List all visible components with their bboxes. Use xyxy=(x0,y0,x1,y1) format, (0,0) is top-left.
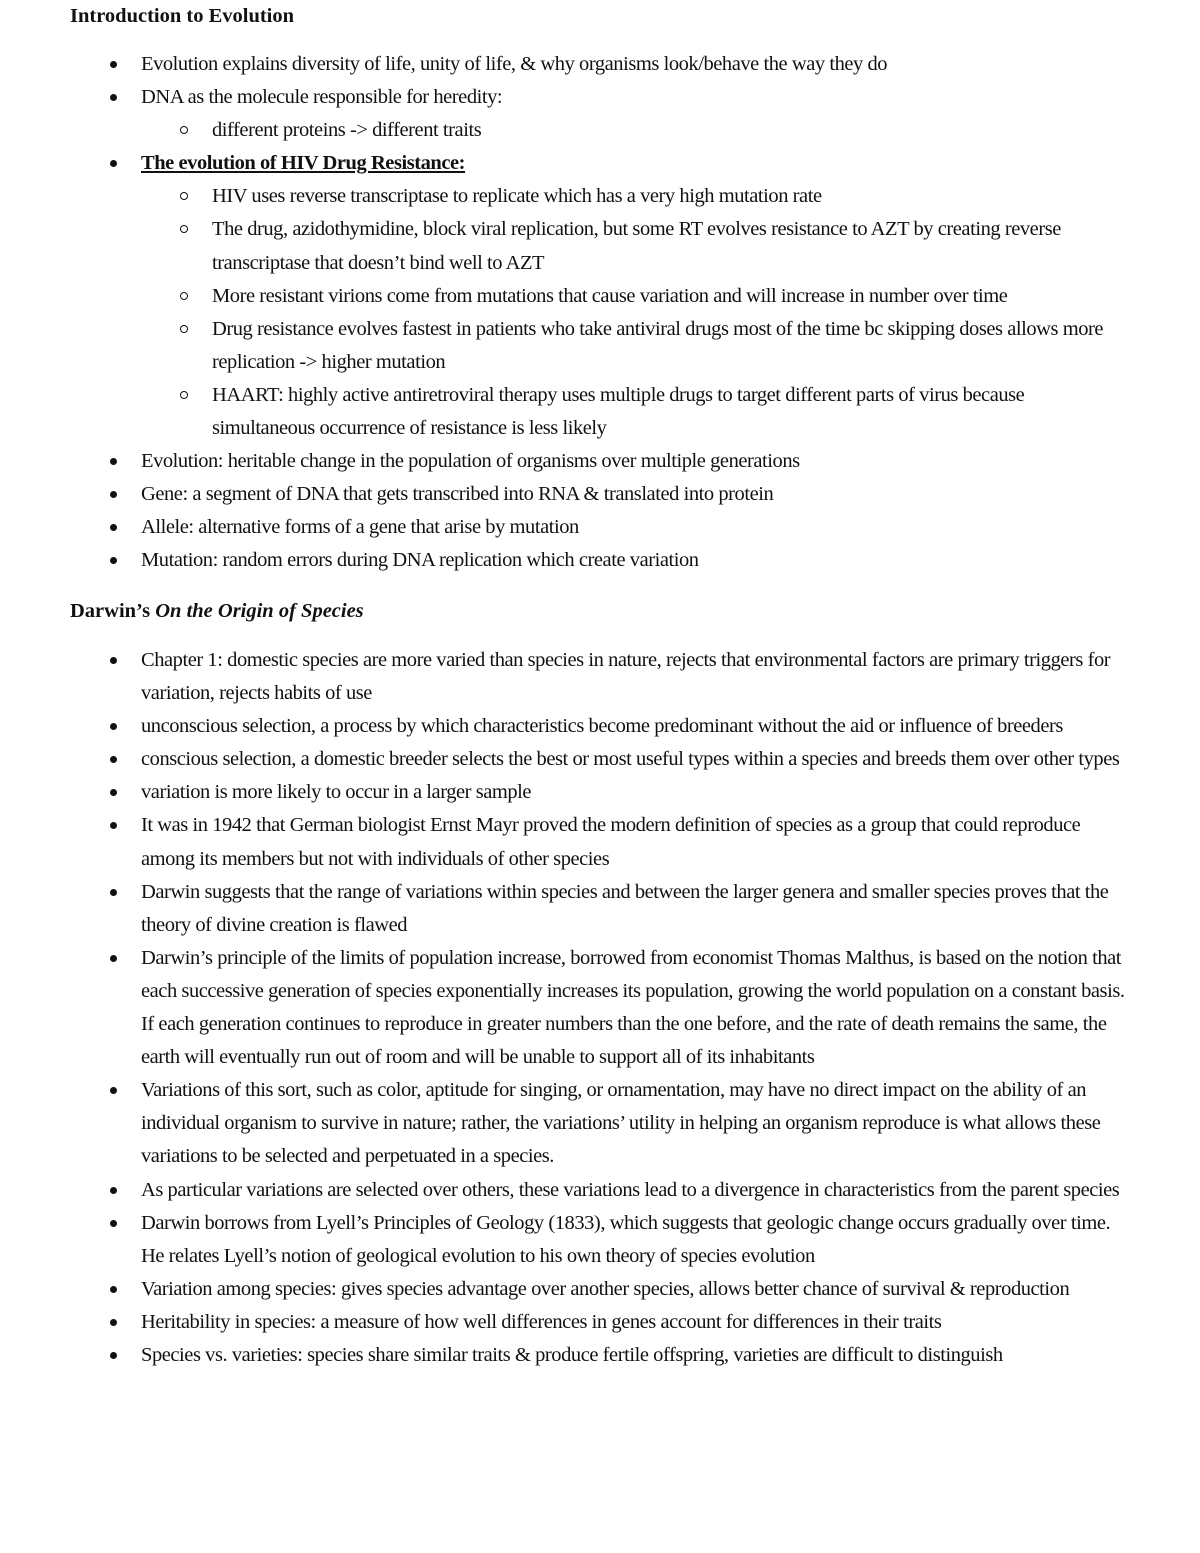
sub-list-item xyxy=(141,280,1130,313)
list-item xyxy=(0,511,1200,544)
section-heading-darwin xyxy=(70,595,364,628)
list-item-text: unconscious selection, a process by which characteristics become predominant without the aid or influence of breeders xyxy=(141,715,1063,738)
list-item-text: Mutation: random errors during DNA replication which create variation xyxy=(141,549,699,572)
list-item-text: variation is more likely to occur in a larger sample xyxy=(141,781,532,804)
list-item-text: Chapter 1: domestic species are more varied than species in nature, rejects that environmental factors are primary triggers for variation, rejects habits of use xyxy=(141,649,1111,705)
list-item xyxy=(0,1273,1200,1306)
list-item-text: Darwin suggests that the range of variations within species and between the larger genera and smaller species proves that the theory of divine creation is flawed xyxy=(141,880,1109,936)
section-heading-introduction: Introduction to Evolution xyxy=(70,5,295,27)
list-item xyxy=(0,147,1200,445)
list-item-text: Evolution explains diversity of life, unity of life, & why organisms look/behave the way they do xyxy=(141,53,888,75)
list-item xyxy=(0,1339,1200,1372)
darwin-list xyxy=(0,644,1200,1372)
sub-list-item xyxy=(141,379,1130,445)
list-item xyxy=(0,809,1200,875)
sub-list-item-text: different proteins -> different traits xyxy=(212,119,482,142)
list-item xyxy=(0,710,1200,743)
hiv-subheading: The evolution of HIV Drug Resistance: xyxy=(141,152,466,175)
list-item-text: conscious selection, a domestic breeder selects the best or most useful types within a species and breeds them over other types xyxy=(141,748,1120,771)
list-item xyxy=(0,1174,1200,1207)
list-item-text: As particular variations are selected over others, these variations lead to a divergence in characteristics from the parent species xyxy=(141,1178,1120,1201)
sub-list-item xyxy=(141,313,1130,379)
list-item xyxy=(0,876,1200,942)
list-item-text: Heritability in species: a measure of how well differences in genes account for differences in their traits xyxy=(141,1310,942,1333)
list-item-text: Species vs. varieties: species share similar traits & produce fertile offspring, varieties are difficult to distinguish xyxy=(141,1343,1003,1366)
sub-list-item-text: HIV uses reverse transcriptase to replicate which has a very high mutation rate xyxy=(212,185,822,208)
sub-list-item xyxy=(141,213,1130,279)
list-item-text: Darwin’s principle of the limits of population increase, borrowed from economist Thomas Malthus, is based on the notion that each successive generation of species exponentially increases its population, growing the world population on a constant basis. If each generation continues to reproduce in greater numbers than the one before, and the rate of death remains the same, the earth will eventually run out of room and will be unable to support all of its inhabitants xyxy=(141,946,1125,1069)
sub-list-item xyxy=(141,114,1130,147)
sub-list-item xyxy=(141,180,1130,213)
list-item-text: It was in 1942 that German biologist Ernst Mayr proved the modern definition of species as a group that could reproduce among its members but not with individuals of other species xyxy=(141,814,1081,870)
list-item xyxy=(0,942,1200,1074)
list-item xyxy=(0,1207,1200,1273)
list-item xyxy=(0,48,1200,81)
list-item xyxy=(0,1306,1200,1339)
book-title: On the Origin of Species xyxy=(155,600,364,622)
introduction-list xyxy=(0,48,1200,578)
list-item-text: Variation among species: gives species advantage over another species, allows better chance of survival & reproduction xyxy=(141,1277,1070,1300)
sub-list-item-text: HAART: highly active antiretroviral therapy uses multiple drugs to target different parts of virus because simultaneous occurrence of resistance is less likely xyxy=(212,383,1025,440)
heading-prefix: Darwin’s xyxy=(70,600,156,622)
list-item xyxy=(0,81,1200,147)
list-item xyxy=(0,445,1200,478)
sub-list xyxy=(141,114,1130,147)
list-item xyxy=(0,1074,1200,1173)
sub-list-item-text: More resistant virions come from mutations that cause variation and will increase in number over time xyxy=(212,284,1008,307)
list-item xyxy=(0,743,1200,776)
list-item-text: DNA as the molecule responsible for heredity: xyxy=(141,86,503,109)
list-item xyxy=(0,644,1200,710)
list-item-text: Evolution: heritable change in the population of organisms over multiple generations xyxy=(141,450,800,473)
sub-list xyxy=(141,180,1130,445)
list-item-text: Gene: a segment of DNA that gets transcribed into RNA & translated into protein xyxy=(141,483,774,506)
list-item-text: Darwin borrows from Lyell’s Principles of Geology (1833), which suggests that geologic change occurs gradually over time. He relates Lyell’s notion of geological evolution to his own theory of species evolution xyxy=(141,1211,1111,1267)
list-item-text: Allele: alternative forms of a gene that arise by mutation xyxy=(141,516,579,539)
list-item xyxy=(0,544,1200,577)
list-item xyxy=(0,478,1200,511)
list-item xyxy=(0,776,1200,809)
list-item-text: Variations of this sort, such as color, aptitude for singing, or ornamentation, may have no direct impact on the ability of an individual organism to survive in nature; rather, the variations’ utility in helping an organism reproduce is what allows these variations to be selected and perpetuated in a species. xyxy=(141,1079,1101,1168)
sub-list-item-text: Drug resistance evolves fastest in patients who take antiviral drugs most of the time bc skipping doses allows more replication -> higher mutation xyxy=(212,317,1104,373)
sub-list-item-text: The drug, azidothymidine, block viral replication, but some RT evolves resistance to AZT by creating reverse transcriptase that doesn’t bind well to AZT xyxy=(212,218,1061,274)
